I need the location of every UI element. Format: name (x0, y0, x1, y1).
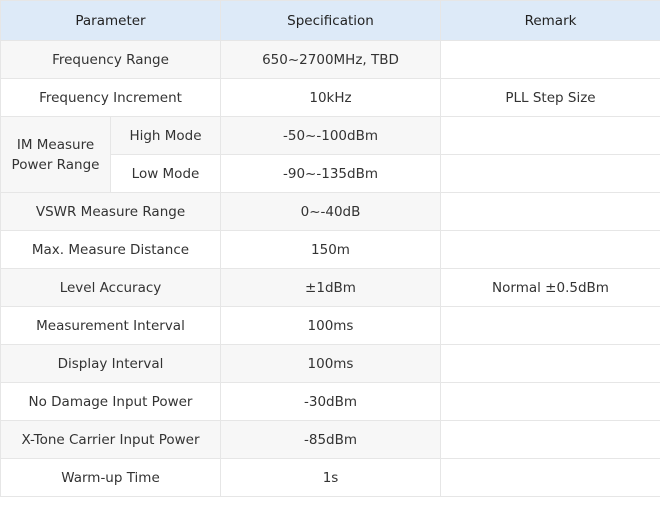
table-row (1, 269, 660, 307)
spec-cell: -30dBm (221, 383, 441, 421)
spec-cell: -90~-135dBm (221, 155, 441, 193)
im-measure-label (1, 117, 111, 193)
spec-cell: 100ms (221, 307, 441, 345)
param-cell: Max. Measure Distance (1, 231, 221, 269)
header-specification: Specification (221, 1, 441, 41)
spec-cell: 650~2700MHz, TBD (221, 41, 441, 79)
param-cell: Frequency Increment (1, 79, 221, 117)
param-cell: Measurement Interval (1, 307, 221, 345)
remark-cell (441, 193, 660, 231)
param-subcell: Low Mode (111, 155, 221, 193)
remark-cell (441, 459, 660, 497)
table-row (1, 117, 660, 155)
spec-cell: 0~-40dB (221, 193, 441, 231)
spec-cell: 100ms (221, 345, 441, 383)
header-remark: Remark (441, 1, 660, 41)
table-row (1, 307, 660, 345)
remark-cell (441, 345, 660, 383)
table-row (1, 193, 660, 231)
remark-cell (441, 383, 660, 421)
remark-cell (441, 231, 660, 269)
spec-cell: -50~-100dBm (221, 117, 441, 155)
param-subcell: High Mode (111, 117, 221, 155)
spec-cell: 1s (221, 459, 441, 497)
param-cell: VSWR Measure Range (1, 193, 221, 231)
table-row (1, 79, 660, 117)
remark-cell: Normal ±0.5dBm (441, 269, 660, 307)
param-cell: Frequency Range (1, 41, 221, 79)
param-cell: Level Accuracy (1, 269, 221, 307)
remark-cell (441, 307, 660, 345)
table-row (1, 231, 660, 269)
remark-cell (441, 155, 660, 193)
table-row (1, 383, 660, 421)
param-cell: Display Interval (1, 345, 221, 383)
spec-cell: -85dBm (221, 421, 441, 459)
header-parameter: Parameter (1, 1, 221, 41)
remark-cell: PLL Step Size (441, 79, 660, 117)
param-cell: X-Tone Carrier Input Power (1, 421, 221, 459)
remark-cell (441, 421, 660, 459)
spec-cell: 150m (221, 231, 441, 269)
remark-cell (441, 117, 660, 155)
param-cell: No Damage Input Power (1, 383, 221, 421)
table-row (1, 41, 660, 79)
param-cell: Warm-up Time (1, 459, 221, 497)
spec-cell: 10kHz (221, 79, 441, 117)
table-row (1, 345, 660, 383)
table-row (1, 459, 660, 497)
im-measure-label-line2: Power Range (11, 156, 100, 173)
remark-cell (441, 41, 660, 79)
table-row (1, 421, 660, 459)
spec-cell: ±1dBm (221, 269, 441, 307)
im-measure-label-line1: IM Measure (16, 136, 95, 153)
table-header-row (1, 1, 660, 41)
